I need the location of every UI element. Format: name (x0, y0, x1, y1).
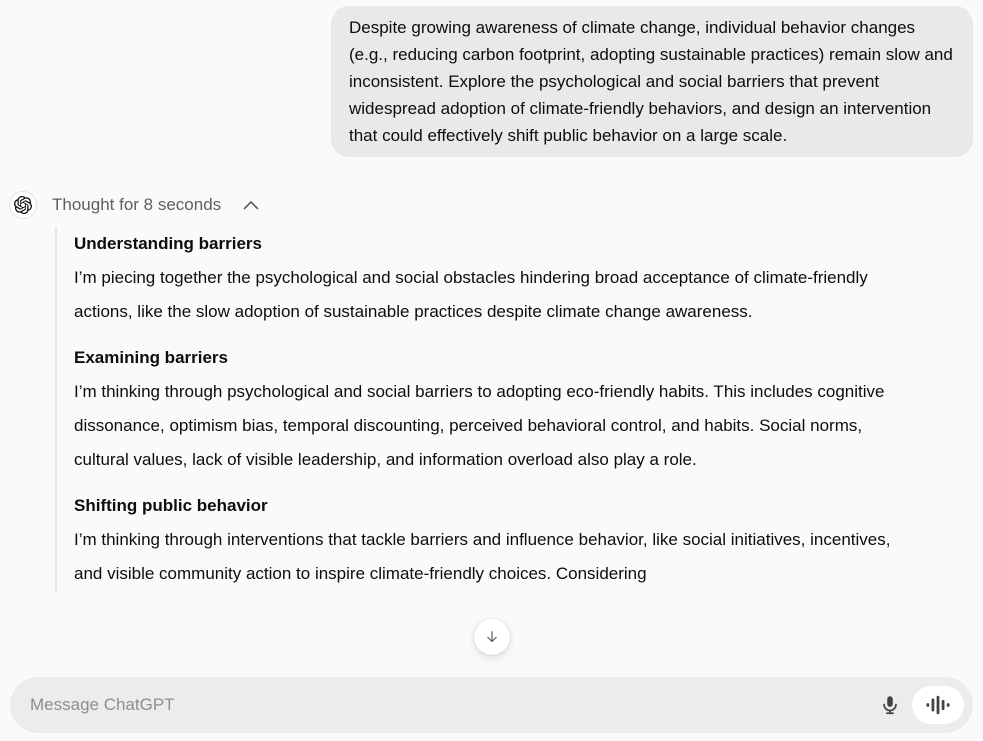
chevron-up-icon (243, 200, 259, 210)
thought-section-heading: Examining barriers (74, 348, 229, 367)
thought-section-text-visible: I’m thinking through interventions that tackle barriers and influence behavior, like social (74, 530, 727, 549)
thought-duration-label: Thought for 8 seconds (52, 195, 222, 214)
thought-section-text: I’m piecing together the psychological and social obstacles hindering broad acceptance of climate-friendly actions, like the slow adoption of sustainable practices despite climate change awareness. (74, 268, 868, 321)
thought-section (74, 489, 891, 591)
voice-waveform-icon (926, 693, 950, 717)
message-input[interactable] (30, 695, 872, 715)
thought-section-text (74, 523, 891, 591)
thought-toggle[interactable] (0, 191, 983, 219)
thought-section (74, 227, 891, 329)
scroll-to-bottom-button[interactable] (474, 619, 510, 655)
assistant-avatar (9, 191, 37, 219)
message-composer (10, 677, 973, 733)
user-message-bubble: Despite growing awareness of climate change, individual behavior changes (e.g., reducing carbon footprint, adopting sustainable practices) remain slow and inconsistent. Explore the psychological and social barriers that prevent widespread adoption of climate-friendly behaviors, and design an intervention that could effectively shift public behavior on a large scale. (331, 6, 973, 157)
thought-section-heading: Shifting public behavior (74, 496, 268, 515)
thought-section (74, 341, 891, 477)
thought-clipped-line: initiatives, incentives, and visible community action to inspire climate-friendly choices. Considering (74, 530, 891, 583)
assistant-message (0, 191, 983, 591)
microphone-button[interactable] (872, 687, 908, 723)
thought-section-heading: Understanding barriers (74, 234, 262, 253)
thought-section-text: I’m thinking through psychological and social barriers to adopting eco-friendly habits. This includes cognitive dissonance, optimism bias, temporal discounting, perceived behavioral control, and habits. Social norms, cultural values, lack of visible leadership, and information overload also play a role. (74, 382, 885, 469)
thought-content (55, 227, 891, 591)
microphone-icon (879, 694, 901, 716)
voice-mode-button[interactable] (912, 686, 964, 724)
openai-logo-icon (14, 196, 32, 214)
arrow-down-icon (483, 628, 501, 646)
